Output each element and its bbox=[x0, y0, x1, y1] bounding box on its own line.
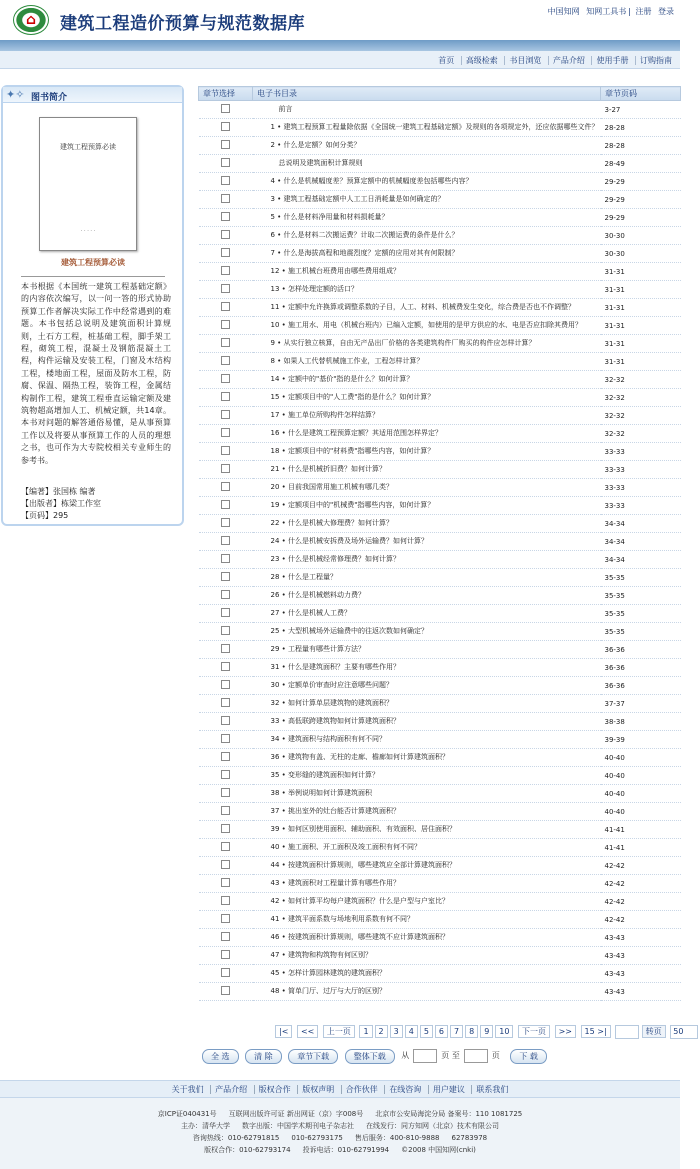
chapter-checkbox[interactable] bbox=[199, 659, 253, 677]
after-sales: 售后服务：400-810-9888 bbox=[354, 1134, 440, 1142]
nav-advanced-search[interactable]: 高级检索 bbox=[461, 56, 502, 65]
nav-products[interactable]: 产品介绍 bbox=[548, 56, 589, 65]
table-row bbox=[199, 137, 681, 155]
book-name: 建筑工程预算必读 bbox=[61, 258, 125, 267]
book-publisher: 【出版者】栋梁工作室 bbox=[21, 499, 101, 508]
book-meta bbox=[21, 486, 171, 522]
chapter-pages: 40-40 bbox=[601, 803, 681, 821]
chapter-pages: 31-31 bbox=[601, 263, 681, 281]
footer-line-1 bbox=[0, 1108, 680, 1120]
table-row bbox=[199, 767, 681, 785]
book-intro-panel bbox=[1, 85, 184, 526]
page-10[interactable]: 10 bbox=[495, 1025, 513, 1038]
chapter-checkbox[interactable] bbox=[199, 497, 253, 515]
chapter-title[interactable]: 44 • 按建筑面积计算规则，哪些建筑应全部计算建筑面积？ bbox=[253, 857, 601, 875]
page-3[interactable]: 3 bbox=[390, 1025, 403, 1038]
chapter-checkbox[interactable] bbox=[199, 929, 253, 947]
chapter-title[interactable]: 37 • 挑出室外的灶台能否计算建筑面积？ bbox=[253, 803, 601, 821]
table-row bbox=[199, 713, 681, 731]
chapter-pages: 43-43 bbox=[601, 947, 681, 965]
chapter-pages: 43-43 bbox=[601, 929, 681, 947]
chapter-checkbox[interactable] bbox=[199, 245, 253, 263]
chapter-checkbox[interactable] bbox=[199, 407, 253, 425]
table-row bbox=[199, 227, 681, 245]
chapter-pages: 29-29 bbox=[601, 173, 681, 191]
chapter-pages: 31-31 bbox=[601, 335, 681, 353]
chapter-pages: 33-33 bbox=[601, 461, 681, 479]
chapter-checkbox[interactable] bbox=[199, 785, 253, 803]
chapter-checkbox[interactable] bbox=[199, 641, 253, 659]
sparkle-icon: ✦✧ bbox=[6, 88, 25, 101]
chapter-title[interactable]: 5 • 什么是材料净用量和材料损耗量？ bbox=[253, 209, 601, 227]
table-row bbox=[199, 479, 681, 497]
chapter-pages: 39-39 bbox=[601, 731, 681, 749]
chapter-pages: 37-37 bbox=[601, 695, 681, 713]
chapter-pages: 35-35 bbox=[601, 569, 681, 587]
chapter-checkbox[interactable] bbox=[199, 767, 253, 785]
chapter-checkbox[interactable] bbox=[199, 155, 253, 173]
digital-publisher: 数字出版：中国学术期刊电子杂志社 bbox=[242, 1122, 354, 1130]
col-select: 章节选择 bbox=[199, 87, 253, 101]
cover-title: 建筑工程预算必读 bbox=[60, 143, 116, 151]
chapter-pages: 40-40 bbox=[601, 749, 681, 767]
table-row bbox=[199, 407, 681, 425]
page-label: 页 bbox=[491, 1051, 500, 1060]
chapter-pages: 34-34 bbox=[601, 515, 681, 533]
chapter-checkbox[interactable] bbox=[199, 479, 253, 497]
chapter-checkbox[interactable] bbox=[199, 911, 253, 929]
chapter-title[interactable]: 7 • 什么是海拔高程和地震烈度？定额的应用对其有何限制？ bbox=[253, 245, 601, 263]
chapter-title[interactable]: 35 • 变形缝的建筑面积如何计算？ bbox=[253, 767, 601, 785]
chapter-pages: 3-27 bbox=[601, 101, 681, 119]
chapter-title[interactable]: 6 • 什么是材料二次搬运费？计取二次搬运费的条件是什么？ bbox=[253, 227, 601, 245]
hotline: 咨询热线：010-62791815 bbox=[192, 1134, 280, 1142]
chapter-checkbox[interactable] bbox=[199, 263, 253, 281]
publish-license: 互联网出版许可证 新出网证（京）字008号 bbox=[228, 1110, 364, 1118]
page-4[interactable]: 4 bbox=[405, 1025, 418, 1038]
chapter-title[interactable]: 36 • 建筑物有盖、无柱的走廊、檐廊如何计算建筑面积？ bbox=[253, 749, 601, 767]
book-intro-header bbox=[3, 87, 182, 103]
table-row bbox=[199, 515, 681, 533]
table-row bbox=[199, 641, 681, 659]
chapter-checkbox[interactable] bbox=[199, 875, 253, 893]
chapter-pages: 34-34 bbox=[601, 551, 681, 569]
page-5[interactable]: 5 bbox=[420, 1025, 433, 1038]
chapter-checkbox[interactable] bbox=[199, 389, 253, 407]
chapter-checkbox[interactable] bbox=[199, 947, 253, 965]
chapter-checkbox[interactable] bbox=[199, 965, 253, 983]
nav-ordering[interactable]: 订购指南 bbox=[635, 56, 676, 65]
chapter-title[interactable]: 45 • 怎样计算园林建筑的建筑面积？ bbox=[253, 965, 601, 983]
chapter-checkbox[interactable] bbox=[199, 461, 253, 479]
table-row bbox=[199, 245, 681, 263]
chapter-pages: 35-35 bbox=[601, 605, 681, 623]
chapter-pages: 33-33 bbox=[601, 443, 681, 461]
goto-page-input[interactable] bbox=[615, 1025, 639, 1039]
chapter-title[interactable]: 16 • 什么是建筑工程预算定额？其适用范围怎样界定？ bbox=[253, 425, 601, 443]
table-row bbox=[199, 623, 681, 641]
chapter-title[interactable]: 48 • 简单门厅、过厅与大厅的区别？ bbox=[253, 983, 601, 1001]
chapter-title[interactable]: 26 • 什么是机械燃料动力费？ bbox=[253, 587, 601, 605]
table-row bbox=[199, 803, 681, 821]
book-intro-heading: 图书简介 bbox=[31, 93, 68, 103]
chapter-title[interactable]: 29 • 工程量有哪些计算方法？ bbox=[253, 641, 601, 659]
chapter-title[interactable]: 21 • 什么是机械折旧费？如何计算？ bbox=[253, 461, 601, 479]
chapter-pages: 29-29 bbox=[601, 191, 681, 209]
footer-feedback[interactable]: 用户建议 bbox=[428, 1085, 469, 1094]
chapter-pages: 28-49 bbox=[601, 155, 681, 173]
toc-table bbox=[198, 86, 681, 1001]
chapter-checkbox[interactable] bbox=[199, 839, 253, 857]
table-row bbox=[199, 299, 681, 317]
table-row bbox=[199, 371, 681, 389]
chapter-checkbox[interactable] bbox=[199, 983, 253, 1001]
chapter-checkbox[interactable] bbox=[199, 605, 253, 623]
footer-copyright-notice[interactable]: 版权声明 bbox=[297, 1085, 338, 1094]
first-page-button[interactable]: |< bbox=[275, 1025, 292, 1038]
page-9[interactable]: 9 bbox=[480, 1025, 493, 1038]
table-row bbox=[199, 983, 681, 1001]
chapter-title[interactable]: 42 • 如何计算平均每户建筑面积？什么是户型与户室比？ bbox=[253, 893, 601, 911]
chapter-pages: 34-34 bbox=[601, 533, 681, 551]
footer-line-4 bbox=[0, 1144, 680, 1156]
chapter-pages: 32-32 bbox=[601, 425, 681, 443]
chapter-checkbox[interactable] bbox=[199, 191, 253, 209]
zoom-input[interactable]: 50 bbox=[670, 1025, 698, 1039]
chapter-pages: 36-36 bbox=[601, 641, 681, 659]
chapter-pages: 35-35 bbox=[601, 587, 681, 605]
main-nav bbox=[0, 51, 680, 69]
table-row bbox=[199, 173, 681, 191]
full-download-button[interactable]: 整体下载 bbox=[345, 1049, 395, 1064]
table-row bbox=[199, 569, 681, 587]
download-button[interactable]: 下 载 bbox=[510, 1049, 547, 1064]
table-row bbox=[199, 605, 681, 623]
chapter-checkbox[interactable] bbox=[199, 101, 253, 119]
police-record: 北京市公安局海淀分局 备案号：110 1081725 bbox=[375, 1110, 523, 1118]
after-sales-2: 62783978 bbox=[451, 1134, 488, 1142]
table-row bbox=[199, 155, 681, 173]
chapter-pages: 36-36 bbox=[601, 659, 681, 677]
chapter-checkbox[interactable] bbox=[199, 821, 253, 839]
chapter-pages: 42-42 bbox=[601, 893, 681, 911]
table-row bbox=[199, 209, 681, 227]
chapter-title[interactable]: 14 • 定额中的"基价"指的是什么？如何计算？ bbox=[253, 371, 601, 389]
online-distributor: 在线发行：同方知网（北京）技术有限公司 bbox=[366, 1122, 499, 1130]
chapter-title[interactable]: 8 • 如果人工代替机械施工作业，工程怎样计算？ bbox=[253, 353, 601, 371]
table-row bbox=[199, 101, 681, 119]
book-pages: 【页码】295 bbox=[21, 511, 69, 520]
divider bbox=[21, 276, 165, 277]
chapter-title[interactable]: 32 • 如何计算单层建筑物的建筑面积？ bbox=[253, 695, 601, 713]
hotline-2: 010-62793175 bbox=[291, 1134, 343, 1142]
table-row bbox=[199, 317, 681, 335]
top-band bbox=[0, 40, 680, 51]
chapter-pages: 42-42 bbox=[601, 875, 681, 893]
chapter-pages: 41-41 bbox=[601, 821, 681, 839]
chapter-checkbox[interactable] bbox=[199, 569, 253, 587]
book-cover bbox=[39, 117, 137, 251]
chapter-pages: 32-32 bbox=[601, 389, 681, 407]
prev-page-button[interactable]: 上一页 bbox=[323, 1025, 355, 1038]
chapter-title[interactable]: 20 • 目前我国常用施工机械有哪几类？ bbox=[253, 479, 601, 497]
chapter-pages: 32-32 bbox=[601, 371, 681, 389]
top-links: 中国知网 知网工具书 | 注册 登录 bbox=[547, 7, 674, 16]
chapter-checkbox[interactable] bbox=[199, 533, 253, 551]
table-row bbox=[199, 443, 681, 461]
footer-line-2 bbox=[0, 1120, 680, 1132]
chapter-pages: 40-40 bbox=[601, 785, 681, 803]
chapter-pages: 40-40 bbox=[601, 767, 681, 785]
chapter-pages: 38-38 bbox=[601, 713, 681, 731]
chapter-checkbox[interactable] bbox=[199, 119, 253, 137]
chapter-pages: 28-28 bbox=[601, 119, 681, 137]
chapter-checkbox[interactable] bbox=[199, 677, 253, 695]
table-row bbox=[199, 587, 681, 605]
chapter-pages: 42-42 bbox=[601, 911, 681, 929]
chapter-pages: 30-30 bbox=[601, 227, 681, 245]
chapter-pages: 30-30 bbox=[601, 245, 681, 263]
select-all-button[interactable]: 全 选 bbox=[202, 1049, 239, 1064]
book-editor: 【编著】张国栋 编著 bbox=[21, 487, 96, 496]
page-2[interactable]: 2 bbox=[375, 1025, 388, 1038]
footer-partners[interactable]: 合作伙伴 bbox=[341, 1085, 382, 1094]
table-row bbox=[199, 857, 681, 875]
clear-button[interactable]: 清 除 bbox=[245, 1049, 282, 1064]
chapter-title[interactable]: 18 • 定额项目中的"材料费"指哪些内容，如何计算？ bbox=[253, 443, 601, 461]
table-row bbox=[199, 785, 681, 803]
chapter-title[interactable]: 24 • 什么是机械安拆费及场外运输费？如何计算？ bbox=[253, 533, 601, 551]
table-row bbox=[199, 353, 681, 371]
chapter-checkbox[interactable] bbox=[199, 443, 253, 461]
chapter-pages: 31-31 bbox=[601, 317, 681, 335]
table-row bbox=[199, 335, 681, 353]
chapter-checkbox[interactable] bbox=[199, 857, 253, 875]
footer-nav bbox=[0, 1080, 680, 1098]
complaint-phone: 投诉电话：010-62791994 bbox=[302, 1146, 390, 1154]
chapter-checkbox[interactable] bbox=[199, 731, 253, 749]
chapter-title[interactable]: 22 • 什么是机械大修理费？如何计算？ bbox=[253, 515, 601, 533]
chapter-title[interactable]: 33 • 高低联跨建筑物如何计算建筑面积？ bbox=[253, 713, 601, 731]
chapter-checkbox[interactable] bbox=[199, 299, 253, 317]
from-page-input[interactable] bbox=[413, 1049, 437, 1063]
chapter-title[interactable]: 15 • 定额项目中的"人工费"指的是什么？如何计算？ bbox=[253, 389, 601, 407]
chapter-pages: 33-33 bbox=[601, 497, 681, 515]
chapter-title[interactable]: 46 • 按建筑面积计算规则，哪些建筑不应计算建筑面积？ bbox=[253, 929, 601, 947]
chapter-checkbox[interactable] bbox=[199, 335, 253, 353]
chapter-pages: 43-43 bbox=[601, 965, 681, 983]
chapter-title[interactable]: 39 • 如何区别使用面积、辅助面积、有效面积、居住面积？ bbox=[253, 821, 601, 839]
link-cnki[interactable]: 中国知网 bbox=[547, 7, 580, 16]
chapter-checkbox[interactable] bbox=[199, 137, 253, 155]
prev-arrow-button[interactable]: << bbox=[297, 1025, 318, 1038]
chapter-title[interactable]: 27 • 什么是机械人工费？ bbox=[253, 605, 601, 623]
table-row bbox=[199, 281, 681, 299]
chapter-title[interactable]: 25 • 大型机械场外运输费中的往返次数如何确定？ bbox=[253, 623, 601, 641]
col-title: 电子书目录 bbox=[253, 87, 601, 101]
chapter-checkbox[interactable] bbox=[199, 587, 253, 605]
to-label: 页 至 bbox=[441, 1051, 460, 1060]
chapter-title[interactable]: 34 • 建筑面积与结构面积有何不同？ bbox=[253, 731, 601, 749]
chapter-download-button[interactable]: 章节下载 bbox=[288, 1049, 338, 1064]
footer-contact[interactable]: 联系我们 bbox=[471, 1085, 512, 1094]
table-row bbox=[199, 839, 681, 857]
nav-home[interactable]: 首页 bbox=[438, 56, 455, 65]
link-cnki-tools[interactable]: 知网工具书 bbox=[586, 7, 627, 16]
chapter-title[interactable]: 10 • 施工用水、用电（机械台班内）已编入定额，如使用的是甲方供应的水、电是否应扣除其费用？ bbox=[253, 317, 601, 335]
page-7[interactable]: 7 bbox=[450, 1025, 463, 1038]
from-label: 从 bbox=[401, 1051, 410, 1060]
table-row bbox=[199, 533, 681, 551]
chapter-checkbox[interactable] bbox=[199, 371, 253, 389]
pager bbox=[275, 1025, 700, 1039]
chapter-pages: 35-35 bbox=[601, 623, 681, 641]
chapter-checkbox[interactable] bbox=[199, 209, 253, 227]
footer-consult[interactable]: 在线咨询 bbox=[384, 1085, 425, 1094]
chapter-checkbox[interactable] bbox=[199, 713, 253, 731]
table-row bbox=[199, 749, 681, 767]
chapter-title[interactable]: 1 • 建筑工程预算工程量除依据《全国统一建筑工程基础定额》及规则的各项规定外，还应依据哪些文件？ bbox=[253, 119, 601, 137]
footer-about[interactable]: 关于我们 bbox=[171, 1085, 204, 1094]
chapter-title[interactable]: 12 • 施工机械台班费用由哪些费用组成？ bbox=[253, 263, 601, 281]
chapter-title[interactable]: 4 • 什么是机械幅度差？预算定额中的机械幅度差包括哪些内容？ bbox=[253, 173, 601, 191]
chapter-title[interactable]: 前言 bbox=[253, 101, 601, 119]
copyright-notice: ©2008 中国知网(cnki) bbox=[401, 1146, 476, 1154]
chapter-title[interactable]: 9 • 从实行独立核算，自由无产品出厂价格的各类建筑构件厂购买的构件应怎样计算？ bbox=[253, 335, 601, 353]
footer bbox=[0, 1098, 680, 1169]
table-row bbox=[199, 191, 681, 209]
table-row bbox=[199, 875, 681, 893]
footer-line-3 bbox=[0, 1132, 680, 1144]
chapter-checkbox[interactable] bbox=[199, 227, 253, 245]
table-row bbox=[199, 965, 681, 983]
nav-manual[interactable]: 使用手册 bbox=[591, 56, 632, 65]
link-register[interactable]: 注册 bbox=[635, 7, 652, 16]
chapter-title[interactable]: 31 • 什么是建筑面积？主要有哪些作用？ bbox=[253, 659, 601, 677]
table-row bbox=[199, 731, 681, 749]
table-row bbox=[199, 677, 681, 695]
page-6[interactable]: 6 bbox=[435, 1025, 448, 1038]
table-row bbox=[199, 551, 681, 569]
chapter-checkbox[interactable] bbox=[199, 623, 253, 641]
book-description: 本书根据《本国统一建筑工程基础定额》的内容依次编写，以一问一答的形式协助预算工作者解决实际工作中经常遇到的难题。本书包括总说明及建筑面积计算规则，土石方工程，桩基础工程，脚手架工程，砌筑工程，混凝土及钢筋混凝土工程，构件运输及安装工程，门窗及木结构工程，楼地面工程，屋面及防水工程，防腐、保温、隔热工程，装饰工程，金属结构制作工程，建筑工程垂直运输定额及建筑物超高增加人工、机械定额，共14章。本书对问题的解答通俗易懂，是从事预算工作以及将要从事预算工作的人员的理想之书，也可作为大专院校相关专业师生的参考书。 bbox=[21, 282, 171, 465]
table-row bbox=[199, 461, 681, 479]
chapter-title[interactable]: 41 • 建筑平面系数与场地利用系数有何不同？ bbox=[253, 911, 601, 929]
chapter-title[interactable]: 47 • 建筑物和构筑物有何区别？ bbox=[253, 947, 601, 965]
chapter-pages: 43-43 bbox=[601, 983, 681, 1001]
chapter-title[interactable]: 19 • 定额项目中的"机械费"指哪些内容，如何计算？ bbox=[253, 497, 601, 515]
chapter-title[interactable]: 总说明及建筑面积计算规则 bbox=[253, 155, 601, 173]
table-row bbox=[199, 659, 681, 677]
chapter-title[interactable]: 38 • 举例说明如何计算建筑面积 bbox=[253, 785, 601, 803]
chapter-checkbox[interactable] bbox=[199, 353, 253, 371]
chapter-pages: 36-36 bbox=[601, 677, 681, 695]
cover-publisher: · · · · · bbox=[80, 228, 96, 234]
chapter-checkbox[interactable] bbox=[199, 551, 253, 569]
chapter-title[interactable]: 43 • 建筑面积对工程量计算有哪些作用？ bbox=[253, 875, 601, 893]
chapter-pages: 31-31 bbox=[601, 299, 681, 317]
chapter-checkbox[interactable] bbox=[199, 425, 253, 443]
last-page-button[interactable]: 15 >| bbox=[581, 1025, 611, 1038]
to-page-input[interactable] bbox=[464, 1049, 488, 1063]
footer-products[interactable]: 产品介绍 bbox=[210, 1085, 251, 1094]
chapter-checkbox[interactable] bbox=[199, 317, 253, 335]
site-logo bbox=[13, 5, 49, 35]
chapter-checkbox[interactable] bbox=[199, 803, 253, 821]
chapter-pages: 28-28 bbox=[601, 137, 681, 155]
chapter-pages: 32-32 bbox=[601, 407, 681, 425]
copyright-phone: 版权合作：010-62793174 bbox=[204, 1146, 291, 1154]
chapter-checkbox[interactable] bbox=[199, 173, 253, 191]
chapter-title[interactable]: 3 • 建筑工程基础定额中人工工日消耗量是如何确定的？ bbox=[253, 191, 601, 209]
logo-mark-icon: ⌂ bbox=[25, 12, 37, 28]
host: 主办：清华大学 bbox=[181, 1122, 230, 1130]
footer-copyright-coop[interactable]: 版权合作 bbox=[254, 1085, 295, 1094]
page-8[interactable]: 8 bbox=[465, 1025, 478, 1038]
table-row bbox=[199, 929, 681, 947]
icp-license: 京ICP证040431号 bbox=[157, 1110, 217, 1118]
chapter-title[interactable]: 30 • 定额单价审查时应注意哪些问题？ bbox=[253, 677, 601, 695]
chapter-title[interactable]: 13 • 怎样处理定额的活口？ bbox=[253, 281, 601, 299]
chapter-title[interactable]: 23 • 什么是机械经常修理费？如何计算？ bbox=[253, 551, 601, 569]
table-row bbox=[199, 425, 681, 443]
site-title: 建筑工程造价预算与规范数据库 bbox=[60, 14, 305, 34]
chapter-checkbox[interactable] bbox=[199, 749, 253, 767]
header bbox=[0, 0, 680, 40]
chapter-checkbox[interactable] bbox=[199, 695, 253, 713]
table-row bbox=[199, 947, 681, 965]
link-login[interactable]: 登录 bbox=[658, 7, 674, 16]
table-row bbox=[199, 119, 681, 137]
chapter-title[interactable]: 11 • 定额中允许换算或调整系数的子目，人工、材料、机械费发生变化，综合费是否也不作调整？ bbox=[253, 299, 601, 317]
page-1[interactable]: 1 bbox=[359, 1025, 372, 1038]
chapter-checkbox[interactable] bbox=[199, 515, 253, 533]
chapter-title[interactable]: 17 • 施工单位所购构件怎样结算？ bbox=[253, 407, 601, 425]
chapter-checkbox[interactable] bbox=[199, 281, 253, 299]
table-row bbox=[199, 497, 681, 515]
col-pages: 章节页码 bbox=[601, 87, 681, 101]
chapter-pages: 31-31 bbox=[601, 353, 681, 371]
table-row bbox=[199, 911, 681, 929]
table-row bbox=[199, 821, 681, 839]
chapter-title[interactable]: 40 • 施工面积、开工面积及竣工面积有何不同？ bbox=[253, 839, 601, 857]
nav-browse[interactable]: 书目浏览 bbox=[504, 56, 545, 65]
chapter-checkbox[interactable] bbox=[199, 893, 253, 911]
chapter-title[interactable]: 28 • 什么是工程量？ bbox=[253, 569, 601, 587]
table-row bbox=[199, 893, 681, 911]
action-bar bbox=[202, 1049, 551, 1065]
goto-page-button[interactable]: 转页 bbox=[642, 1025, 666, 1038]
chapter-pages: 29-29 bbox=[601, 209, 681, 227]
next-arrow-button[interactable]: >> bbox=[555, 1025, 576, 1038]
chapter-pages: 33-33 bbox=[601, 479, 681, 497]
next-page-button[interactable]: 下一页 bbox=[518, 1025, 550, 1038]
table-row bbox=[199, 695, 681, 713]
chapter-pages: 31-31 bbox=[601, 281, 681, 299]
table-row bbox=[199, 389, 681, 407]
table-row bbox=[199, 263, 681, 281]
chapter-pages: 42-42 bbox=[601, 857, 681, 875]
chapter-title[interactable]: 2 • 什么是定额？如何分类？ bbox=[253, 137, 601, 155]
chapter-pages: 41-41 bbox=[601, 839, 681, 857]
